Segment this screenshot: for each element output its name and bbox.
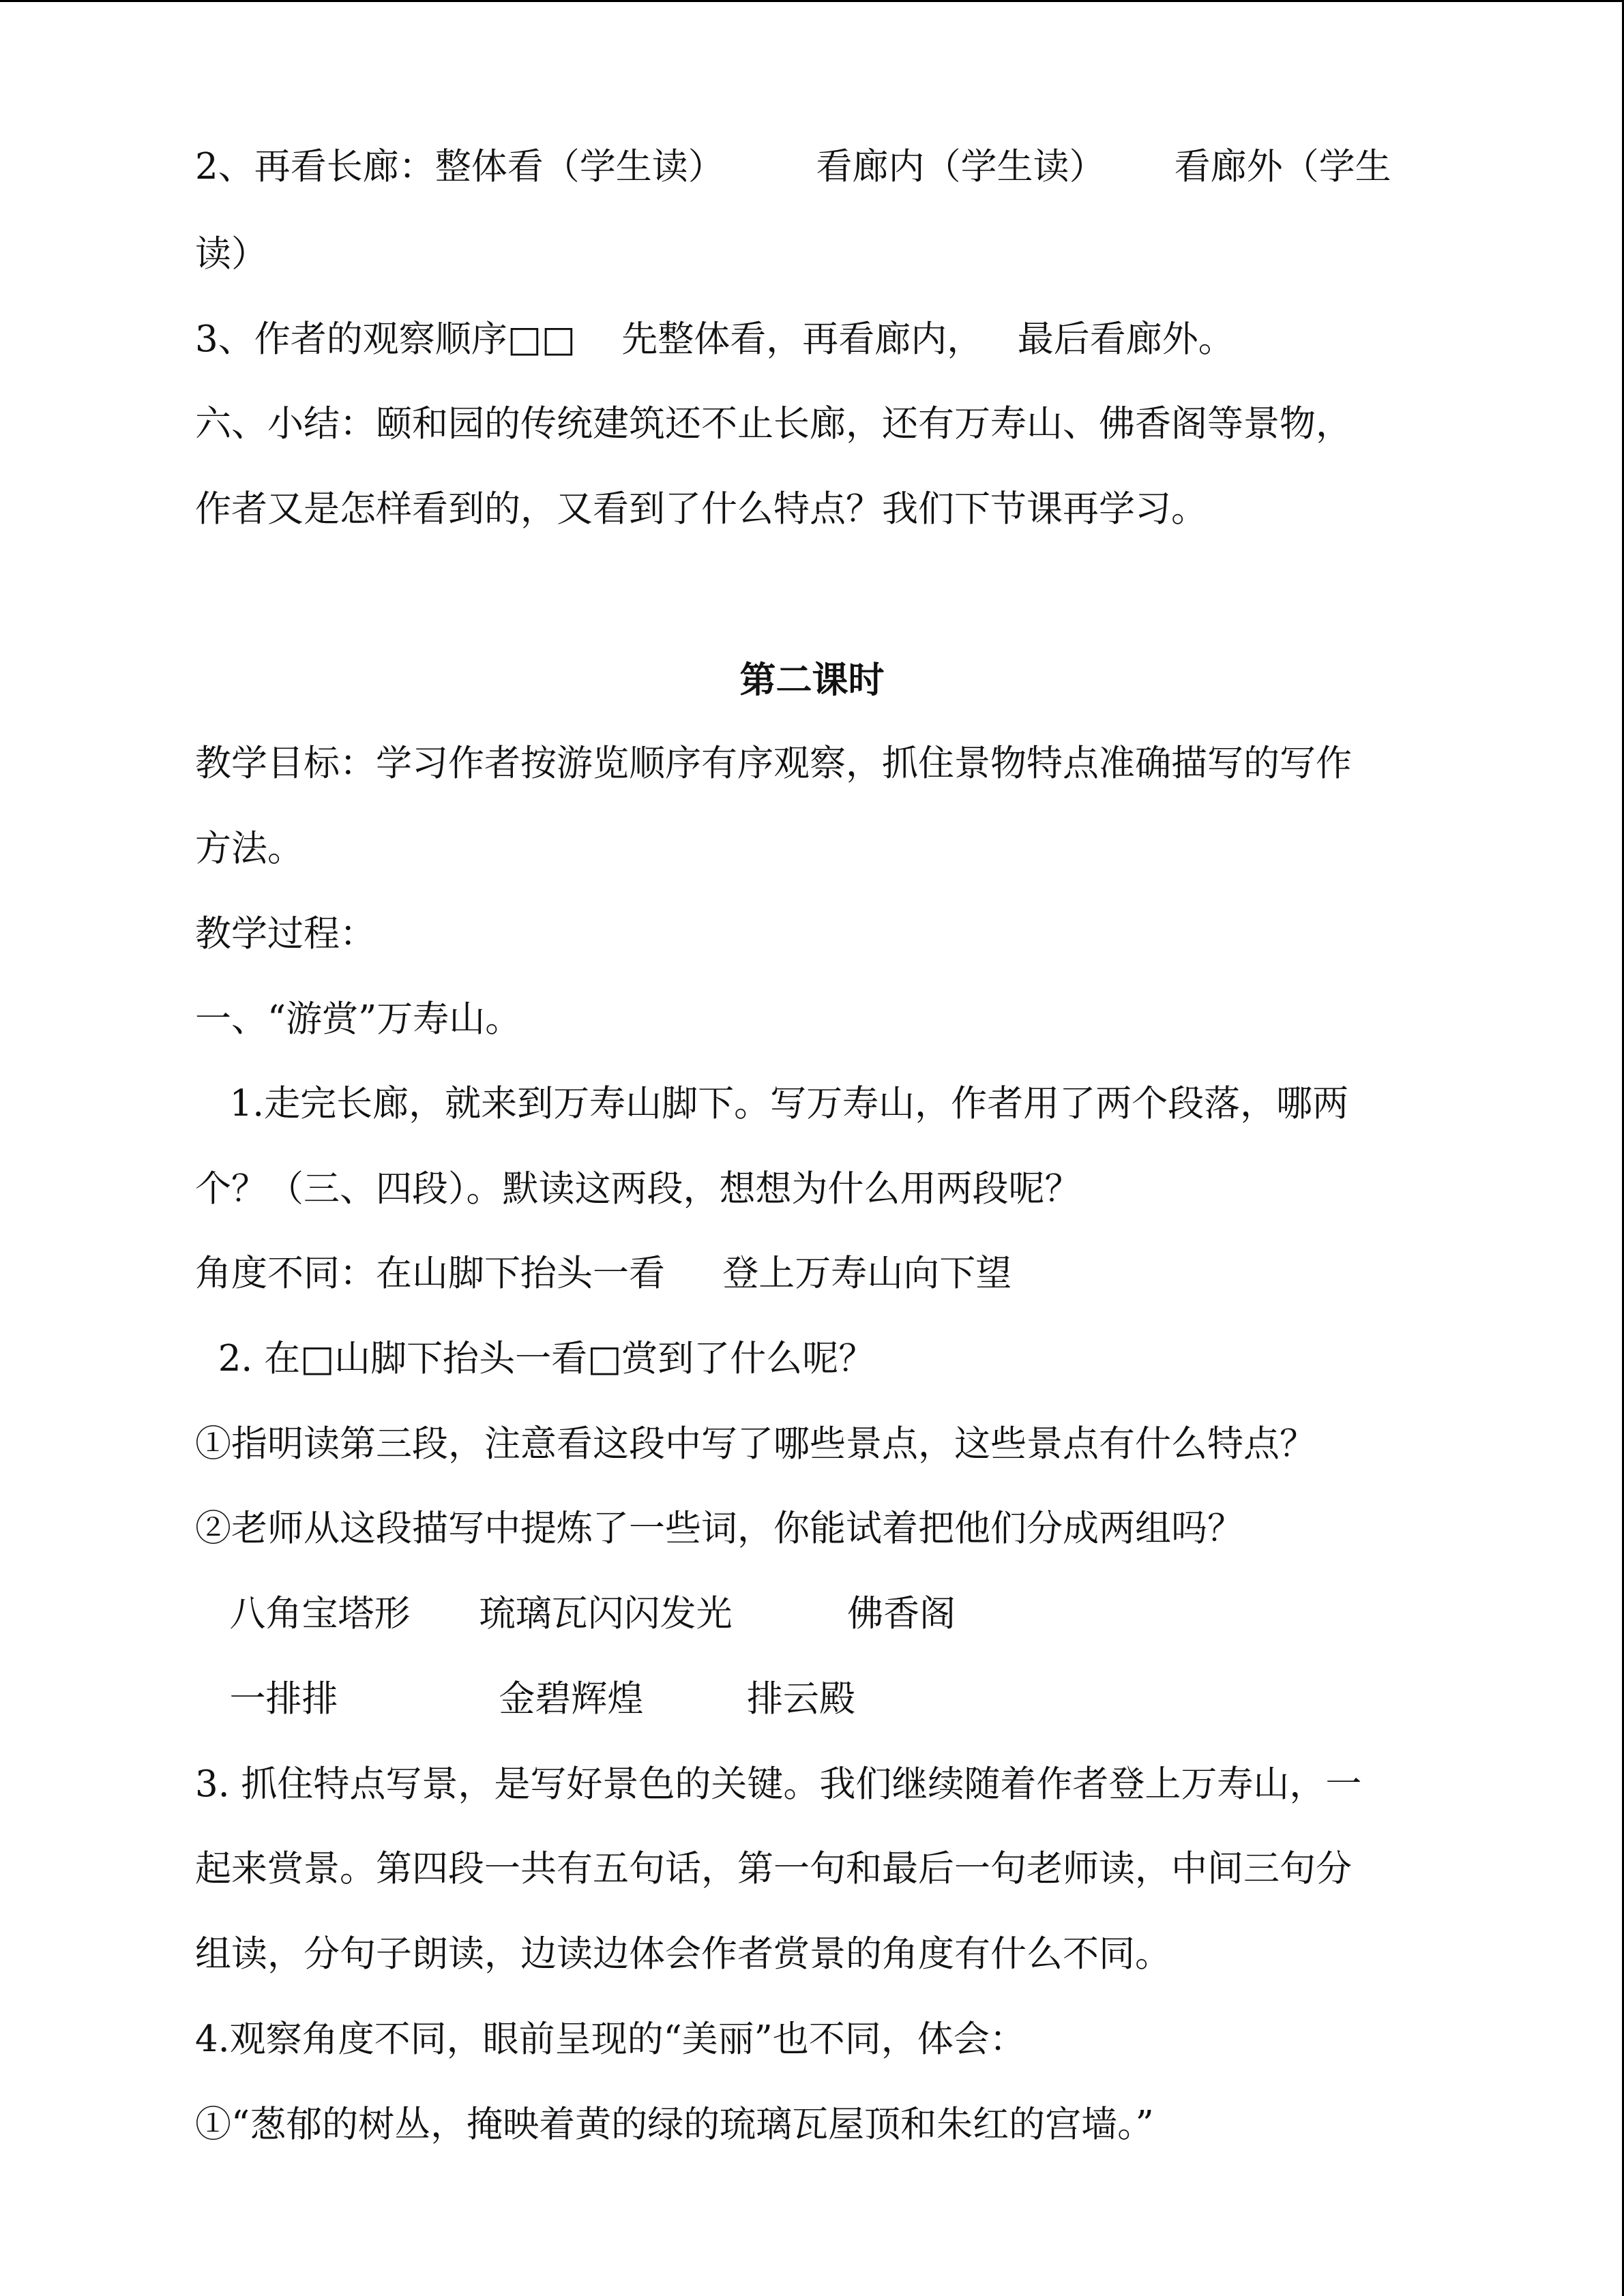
text-line: ②老师从这段描写中提炼了一些词，你能试着把他们分成两组吗？: [195, 1508, 1243, 1549]
text-line: 2、再看长廊：整体看（学生读） 看廊内（学生读） 看廊外（学生: [195, 146, 1391, 188]
text-line: 教学过程：: [195, 913, 376, 955]
text-line: 组读，分句子朗读，边读边体会作者赏景的角度有什么不同。: [195, 1933, 1171, 1975]
text-line: 2. 在□山脚下抬头一看□赏到了什么呢？: [195, 1338, 875, 1380]
text-line: 读）: [195, 233, 267, 275]
text-line: 角度不同：在山脚下抬头一看 登上万寿山向下望: [195, 1253, 1012, 1294]
text-line: 教学目标：学习作者按游览顺序有序观察，抓住景物特点准确描写的写作: [195, 743, 1352, 784]
text-line: 3. 抓住特点写景，是写好景色的关键。我们继续随着作者登上万寿山，一: [195, 1763, 1362, 1805]
text-line: ①指明读第三段，注意看这段中写了哪些景点，这些景点有什么特点？: [195, 1423, 1316, 1465]
text-line: 方法。: [195, 828, 304, 869]
text-line: 3、作者的观察顺序□□ 先整体看，再看廊内， 最后看廊外。: [195, 318, 1235, 360]
text-line: 八角宝塔形 琉璃瓦闪闪发光 佛香阁: [195, 1593, 956, 1635]
section-heading: 第二课时: [739, 659, 885, 701]
text-line: 六、小结：颐和园的传统建筑还不止长廊，还有万寿山、佛香阁等景物，: [195, 403, 1352, 445]
text-line: ①“葱郁的树丛，掩映着黄的绿的琉璃瓦屋顶和朱红的宫墙。”: [195, 2104, 1154, 2145]
text-line: 4.观察角度不同，眼前呈现的“美丽”也不同，体会：: [195, 2018, 1026, 2060]
text-line: 作者又是怎样看到的，又看到了什么特点？我们下节课再学习。: [195, 488, 1207, 530]
text-line: 一、“游赏”万寿山。: [195, 998, 522, 1040]
text-line: 1.走完长廊，就来到万寿山脚下。写万寿山，作者用了两个段落，哪两: [195, 1083, 1349, 1124]
text-line: 一排排 金碧辉煌 排云殿: [195, 1678, 856, 1720]
text-line: 个？（三、四段）。默读这两段，想想为什么用两段呢？: [195, 1168, 1081, 1210]
text-line: 起来赏景。第四段一共有五句话，第一句和最后一句老师读，中间三句分: [195, 1848, 1352, 1890]
